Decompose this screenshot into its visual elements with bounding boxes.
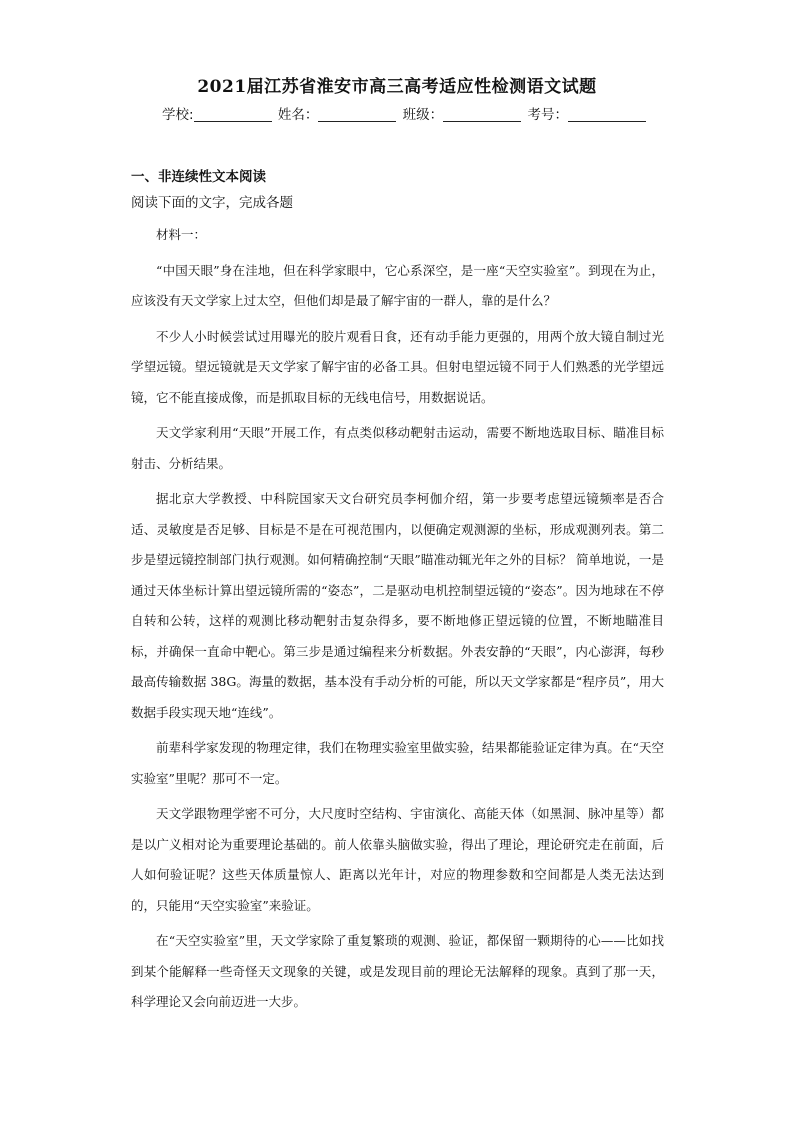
exam-title: 2021届江苏省淮安市高三高考适应性检测语文试题 <box>197 77 597 97</box>
paragraph: 前辈科学家发现的物理定律，我们在物理实验室里做实验，结果都能验证定律为真。在“天空实验室”里呢？那可不一定。 <box>131 740 664 786</box>
paragraph: 据北京大学教授、中科院国家天文台研究员李柯伽介绍，第一步要考虑望远镜频率是否合适、灵敏度是否足够、目标是不是在可视范围内，以便确定观测源的坐标，形成观测列表。第二步是望远镜控制部门执行观测。如何精确控制“天眼”瞄准动辄光年之外的目标？ 简单地说，一是通过天体坐标计算出望远镜所需的“姿态”，二是驱动电机控制望远镜的“姿态”。因为地球在不停自转和公转，这样的观测比移动靶射击复杂得多，要不断地修正望远镜的位置，不断地瞄准目标，并确保一直命中靶心。第三步是通过编程来分析数据。外表安静的“天眼”，内心澎湃，每秒最高传输数据 38G。海量的数据，基本没有手动分析的可能，所以天文学家都是“程序员”，用大数据手段实现天地“连线”。 <box>131 491 664 720</box>
name-blank <box>318 107 396 122</box>
paragraph: 不少人小时候尝试过用曝光的胶片观看日食，还有动手能力更强的，用两个放大镜自制过光学望远镜。望远镜就是天文学家了解宇宙的必备工具。但射电望远镜不同于人们熟悉的光学望远镜，它不能直接成像，而是抓取目标的无线电信号，用数据说话。 <box>131 328 664 405</box>
section-instruction: 阅读下面的文字，完成各题 <box>131 195 293 211</box>
student-info-line <box>162 103 642 123</box>
section-heading: 一、非连续性文本阅读 <box>131 169 266 185</box>
paragraph: “中国天眼”身在洼地，但在科学家眼中，它心系深空，是一座“天空实验室”。到现在为止，应该没有天文学家上过太空，但他们却是最了解宇宙的一群人，靠的是什么？ <box>131 262 664 308</box>
class-blank <box>443 107 521 122</box>
name-label: 姓名： <box>277 107 319 123</box>
school-blank <box>194 107 272 122</box>
exam-number-blank <box>568 107 646 122</box>
exam-number-label: 考号： <box>527 107 568 123</box>
class-label: 班级： <box>402 107 444 123</box>
material-text <box>131 220 664 1023</box>
paragraph: 天文学家利用“天眼”开展工作，有点类似移动靶射击运动，需要不断地选取目标、瞄准目标射击、分析结果。 <box>131 425 664 471</box>
material-label: 材料一： <box>156 227 207 242</box>
paragraph: 天文学跟物理学密不可分，大尺度时空结构、宇宙演化、高能天体（如黑洞、脉冲星等）都是以广义相对论为重要理论基础的。前人依靠头脑做实验，得出了理论，理论研究走在前面，后人如何验证呢？这些天体质量惊人、距离以光年计，对应的物理参数和空间都是人类无法达到的，只能用“天空实验室”来验证。 <box>131 806 664 913</box>
paragraph: 在“天空实验室”里，天文学家除了重复繁琐的观测、验证，都保留一颗期待的心——比如找到某个能解释一些奇怪天文现象的关键，或是发现目前的理论无法解释的现象。真到了那一天，科学理论又会向前迈进一大步。 <box>131 933 664 1009</box>
school-label: 学校: <box>162 107 194 123</box>
